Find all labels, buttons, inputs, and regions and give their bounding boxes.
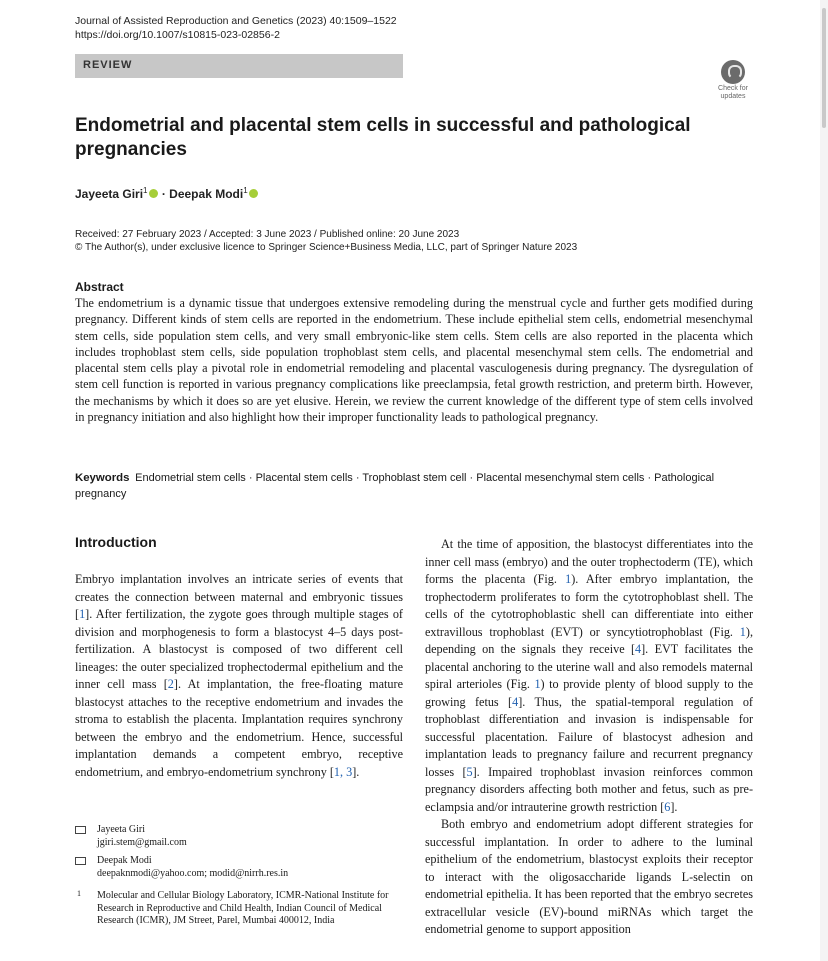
mail-icon xyxy=(75,826,86,834)
figure-link[interactable]: 1 xyxy=(565,572,572,586)
keywords-label: Keywords xyxy=(75,472,130,484)
check-updates-icon xyxy=(721,60,745,84)
keywords xyxy=(75,470,753,502)
contact-name: Jayeeta Giri xyxy=(97,824,146,835)
journal-citation: Journal of Assisted Reproduction and Genetics (2023) 40:1509–1522 xyxy=(75,15,397,27)
article-title: Endometrial and placental stem cells in successful and pathological pregnancies xyxy=(75,115,691,160)
author-name[interactable]: Jayeeta Giri xyxy=(75,187,144,201)
journal-header xyxy=(75,14,397,42)
history-dates: Received: 27 February 2023 / Accepted: 3 June 2023 / Published online: 20 June 2023 xyxy=(75,229,460,240)
citation-link[interactable]: 4 xyxy=(512,694,519,709)
figure-link[interactable]: 1 xyxy=(534,677,541,691)
doi-link[interactable]: https://doi.org/10.1007/s10815-023-02856-2 xyxy=(75,29,280,41)
citation-link[interactable]: 4 xyxy=(635,642,642,656)
citation-link[interactable]: 1 xyxy=(79,607,86,621)
affiliation-number: 1 xyxy=(77,889,81,898)
abstract-text: The endometrium is a dynamic tissue that undergoes extensive remodeling during the menstrual cycle and further gets modified during pregnancy. Different kinds of stem cells are reported in the endometrium. These include epithelial stem cells, endometrial mesenchymal stem cells, side population stem cells, and very small embryonic-like stem cells. Stem cells are also reported in the placenta which includes trophoblast stem cells, side population trophoblast stem cells, and placental mesenchymal stem cells. The endometrial and placental stem cells play a pivotal role in endometrial remodeling and placental vasculogenesis during pregnancy. The dysregulation of stem cell function is reported in various pregnancy complications like preeclampsia, fetal growth restriction, and preterm birth. However, the mechanisms by which it does so are yet elusive. Herein, we review the current knowledge of the different type of stem cells involved in pregnancy initiation and also highlight how their improper functionality leads to pathological pregnancy. xyxy=(75,296,753,425)
publication-dates xyxy=(75,228,577,254)
paragraph: Embryo implantation involves an intricate series of events that creates the connection between maternal and embryonic tissues [1]. After fertilization, the zygote goes through multiple stages of division and morphogenesis to form a blastocyst 4–5 days post-fertilization. A blastocyst is composed of two different cell lineages: the outer specialized trophectodermal epithelium and the inner cell mass [2]. At implantation, the free-floating mature blastocyst attaches to the receptive endometrium and invades the stroma to establish the placenta. Implantation requires synchrony between the embryo and the endometrium. Hence, successful implantation demands a competent embryo, receptive endometrium, and embryo-endometrium synchrony [1, 3]. xyxy=(75,572,403,779)
body-column-left xyxy=(75,571,403,781)
citation-link[interactable]: 6 xyxy=(664,799,671,814)
contact-name: Deepak Modi xyxy=(97,855,152,866)
correspondence-block xyxy=(75,824,405,934)
check-updates-line1: Check for xyxy=(718,85,748,92)
figure-link[interactable]: 1 xyxy=(739,624,746,639)
article-type-bar xyxy=(75,54,403,78)
paragraph: Both embryo and endometrium adopt different strategies for successful implantation. In order to adhere to the luminal epithelium of the endometrium, blastocyst exploits their receptor to interact with the oligosaccharide ligands L-selectin on endometrial epithelia. It has been reported that the embryo secretes extracellular vesicle (EV)-bound miRNAs which target the endometrial genome to support apposition xyxy=(425,817,753,936)
affiliation-text: Molecular and Cellular Biology Laboratory, ICMR-National Institute for Research in Reproductive and Child Health, Indian Council of Medical Research (ICMR), JM Street, Parel, Mumbai 400012, India xyxy=(97,890,389,926)
author-separator: · xyxy=(158,187,170,201)
check-for-updates-badge[interactable] xyxy=(714,60,752,98)
scrollbar-thumb[interactable] xyxy=(822,8,826,128)
paragraph: At the time of apposition, the blastocyst differentiates into the inner cell mass (embryo) and the outer trophectoderm (TE), which forms the placenta (Fig. 1). After embryo implantation, the trophectoderm proliferates to form the cytotrophoblast shell. The cells of the cytotrophoblastic shell can differentiate into either extravillous trophoblast (EVT) or syncytiotrophoblast (Fig. 1), depending on the signals they receive [4]. EVT facilitates the placental anchoring to the uterine wall and also remodels maternal spiral arterioles (Fig. 1) to provide plenty of blood supply to the growing fetus [4]. Thus, the spatial-temporal regulation of trophoblast differentiation and invasion is indispensable for successful placentation. Failure of blastocyst adhesion and implantation leads to pregnancy failure and recurrent pregnancy losses [5]. Impaired trophoblast invasion reinforces common pregnancy disorders affecting both mother and fetus, such as pre-eclampsia and/or intrauterine growth restriction [6]. xyxy=(425,537,753,814)
check-updates-line2: updates xyxy=(720,93,746,100)
mail-icon xyxy=(75,857,86,865)
citation-link[interactable]: 1, 3 xyxy=(333,764,353,779)
abstract-heading: Abstract xyxy=(75,280,124,294)
contact-author xyxy=(75,855,405,880)
author-list xyxy=(75,186,259,201)
affiliation-marker: 1 xyxy=(243,186,248,195)
article-type-label: REVIEW xyxy=(83,59,133,71)
contact-email[interactable]: deepaknmodi@yahoo.com; modid@nirrh.res.in xyxy=(97,867,289,879)
affiliation xyxy=(75,890,405,928)
copyright-line: © The Author(s), under exclusive licence to Springer Science+Business Media, LLC, part of Springer Nature 2023 xyxy=(75,242,578,253)
orcid-icon[interactable] xyxy=(249,189,258,198)
keywords-list: Endometrial stem cells · Placental stem cells · Trophoblast stem cell · Placental mesenchymal stem cells · Pathological pregnancy xyxy=(75,472,715,500)
citation-link[interactable]: 2 xyxy=(167,677,174,691)
section-heading-introduction: Introduction xyxy=(75,534,157,550)
scrollbar[interactable] xyxy=(820,0,828,961)
contact-author xyxy=(75,824,405,849)
affiliation-marker: 1 xyxy=(143,186,148,195)
orcid-icon[interactable] xyxy=(149,189,158,198)
citation-link[interactable]: 5 xyxy=(466,764,473,779)
body-column-right xyxy=(425,536,753,939)
author-name[interactable]: Deepak Modi xyxy=(169,187,244,201)
contact-email[interactable]: jgiri.stem@gmail.com xyxy=(97,836,187,848)
